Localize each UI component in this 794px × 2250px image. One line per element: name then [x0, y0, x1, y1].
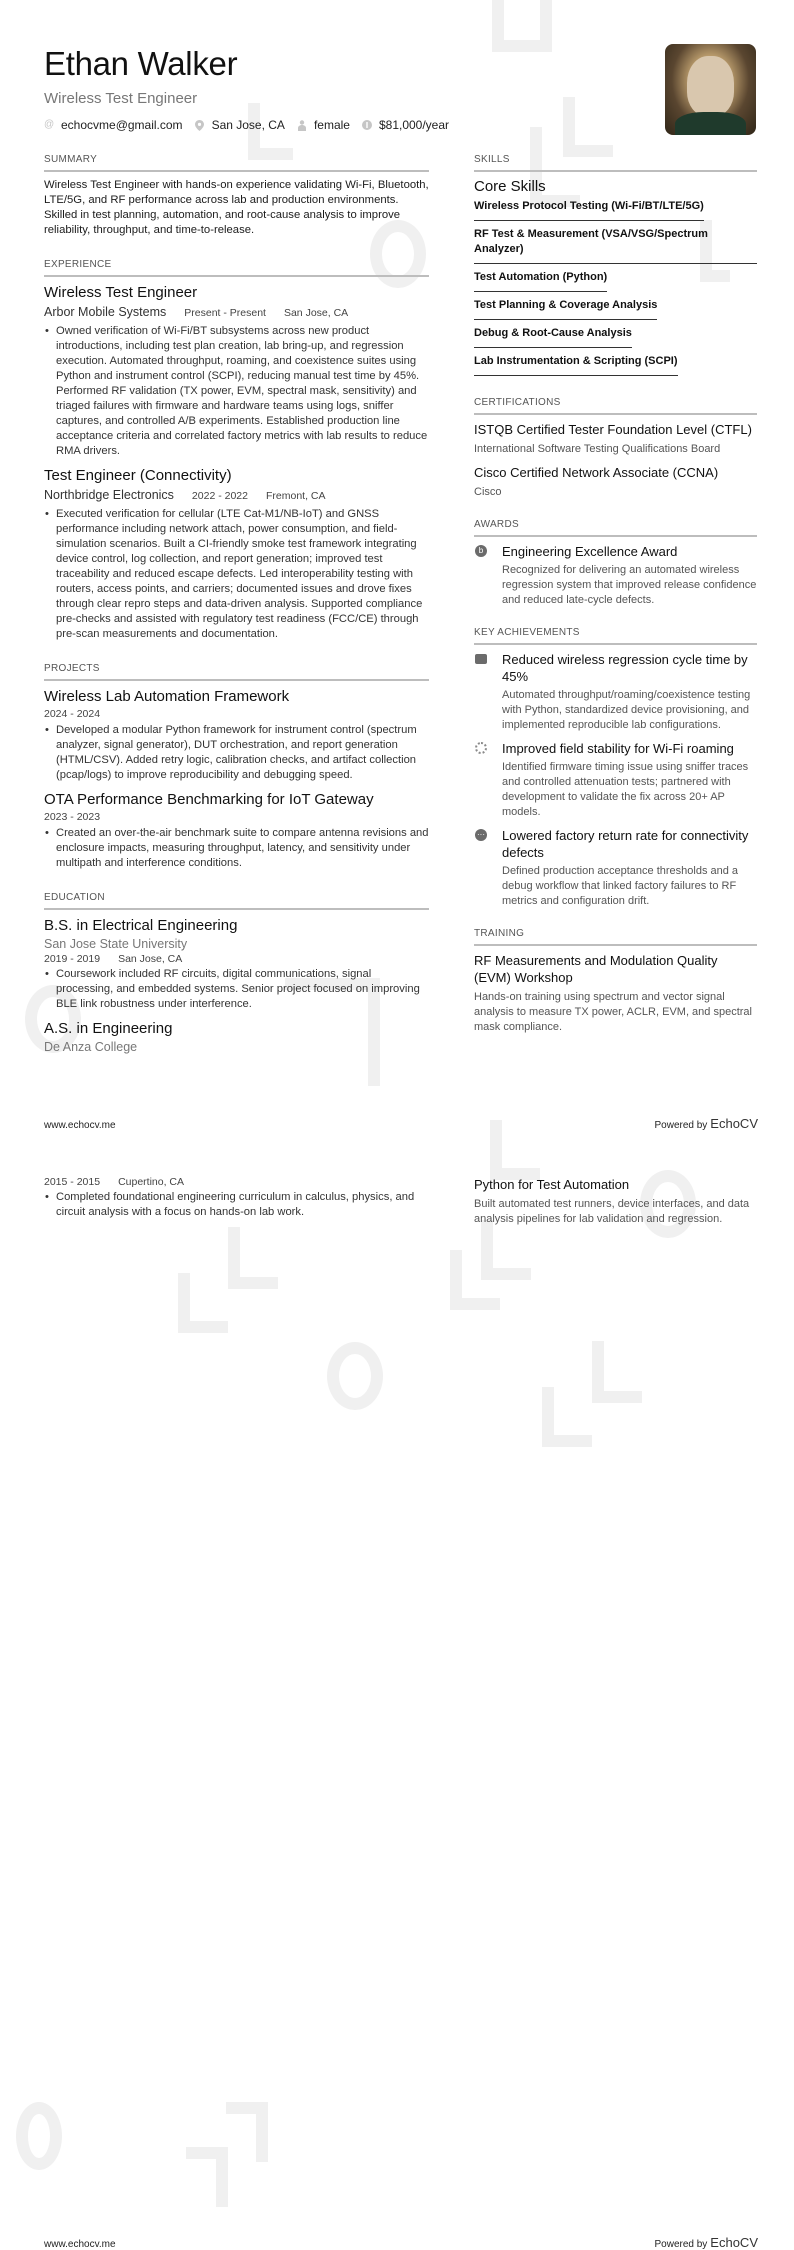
company-name: Arbor Mobile Systems — [44, 305, 167, 319]
job-bullet: • Owned verification of Wi-Fi/BT subsystems across new product introductions, including test plan creation, lab bring-up, and regression execution. Automated throughput, roaming, and coexistence suites using Python and instrument control (SCPI), reducing manual test time by 45%. Performed RF validation (TX power, EVM, spectral mask, sensitivity) and triaged failures with firmware and hardware teams using logs, sniffer captures, and controlled A/B experiments. Established production line acceptance criteria and correlated factory metrics with lab results to reduce RMA drivers. — [44, 324, 429, 459]
education-location: Cupertino, CA — [118, 1176, 185, 1188]
education-bullet: • Completed foundational engineering curriculum in calculus, physics, and circuit analysis with a focus on hands-on lab work. — [44, 1190, 429, 1220]
salary-text: $81,000/year — [378, 118, 450, 132]
bg-decoration — [186, 2147, 228, 2207]
right-column-continued — [474, 1176, 757, 1227]
section-title-education: EDUCATION — [44, 892, 429, 910]
salary-icon — [362, 120, 372, 130]
powered-by-label: Powered by — [654, 2239, 708, 2250]
achievement-description: Identified firmware timing issue using sniffer traces and controlled attenuation tests; partnered with development to validate the fix across 20+ AP models. — [502, 761, 749, 818]
certification-item — [474, 421, 757, 457]
achievement-description: Automated throughput/roaming/coexistence testing with Python, standardized device provisioning, and implemented reproducible lab configurations. — [502, 689, 751, 731]
certification-issuer: Cisco — [474, 486, 502, 498]
gender-text: female — [313, 118, 350, 132]
more-icon: ··· — [477, 830, 485, 839]
certification-issuer: International Software Testing Qualifications Board — [474, 443, 721, 455]
powered-by — [654, 2235, 758, 2250]
bg-decoration — [16, 2102, 62, 2170]
award-description: Recognized for delivering an automated wireless regression system that improved release confidence and reduced late-cycle defects. — [502, 564, 757, 606]
bg-decoration — [228, 1227, 278, 1289]
education-item — [44, 916, 429, 1012]
company-name: Northbridge Electronics — [44, 488, 174, 502]
job-dates: Present - Present — [184, 307, 266, 319]
job-bullet: • Executed verification for cellular (LTE Cat-M1/NB-IoT) and GNSS performance including network attach, power consumption, and field-simulation scenarios. Built a CI-friendly smoke test framework integrating device control, log collection, and report generation; improved test traceability and reduced escape defects. Led interoperability testing with routers, access points, and carriers; documented issues and drove fixes through clear repro steps and data-driven analysis. Supported compliance pre-checks and assisted with regulatory test readiness (FCC/CE) through pre-scan measurements and documentation. — [44, 507, 429, 642]
degree-title: A.S. in Engineering — [44, 1020, 173, 1037]
job-meta — [44, 305, 429, 321]
skill-list — [474, 196, 757, 379]
job-title: Test Engineer (Connectivity) — [44, 467, 232, 484]
skill-item: Lab Instrumentation & Scripting (SCPI) — [474, 351, 678, 376]
project-meta — [44, 810, 429, 825]
left-column-continued — [44, 1175, 429, 1220]
project-bullets — [44, 826, 429, 871]
achievement-title: Lowered factory return rate for connectivity defects — [502, 828, 749, 860]
resume-header — [44, 44, 664, 132]
brand-name[interactable]: EchoCV — [710, 1116, 758, 1131]
education-meta — [44, 952, 429, 967]
summary-section — [44, 154, 429, 238]
certification-name: ISTQB Certified Tester Foundation Level (CTFL) — [474, 422, 752, 437]
job-title: Wireless Test Engineer — [44, 284, 198, 301]
education-section — [44, 892, 429, 1055]
award-title: Engineering Excellence Award — [502, 544, 678, 559]
contact-location — [195, 118, 285, 132]
profile-photo — [665, 44, 756, 135]
education-location: San Jose, CA — [118, 953, 183, 965]
email-text: echocvme@gmail.com — [61, 118, 183, 132]
contact-gender — [297, 118, 350, 132]
bg-decoration — [327, 1342, 383, 1410]
right-column — [474, 154, 757, 1035]
page-footer-2 — [44, 2235, 758, 2250]
project-dates: 2024 - 2024 — [44, 708, 101, 720]
project-bullet: • Developed a modular Python framework for instrument control (spectrum analyzer, signal generator), DUT orchestration, and report generation (HTML/CSV). Added retry logic, calibration checks, and artifact collection (pcap/logs) to improve reproducibility and debugging speed. — [44, 723, 429, 783]
certification-name: Cisco Certified Network Associate (CCNA) — [474, 465, 719, 480]
bg-decoration — [178, 1273, 228, 1333]
achievement-item — [474, 651, 757, 733]
project-title: OTA Performance Benchmarking for IoT Gateway — [44, 791, 374, 808]
contact-salary — [362, 118, 449, 132]
job-bullets — [44, 324, 429, 459]
candidate-role: Wireless Test Engineer — [44, 90, 198, 107]
contact-row — [44, 118, 664, 132]
brand-name[interactable]: EchoCV — [710, 2235, 758, 2250]
education-dates: 2019 - 2019 — [44, 953, 101, 965]
skill-item: Test Automation (Python) — [474, 267, 607, 292]
project-title: Wireless Lab Automation Framework — [44, 688, 290, 705]
job-location: San Jose, CA — [283, 307, 349, 319]
page-footer — [44, 1116, 758, 1131]
section-title-skills: SKILLS — [474, 154, 757, 172]
education-bullets — [44, 1190, 429, 1220]
section-title-projects: PROJECTS — [44, 663, 429, 681]
location-pin-icon — [195, 120, 205, 130]
website-link[interactable]: www.echocv.me — [44, 2239, 116, 2250]
section-title-training: TRAINING — [474, 928, 757, 946]
skills-section — [474, 154, 757, 379]
training-description: Built automated test runners, device interfaces, and data analysis pipelines for lab validation and regression. — [474, 1198, 750, 1225]
skill-item: Debug & Root-Cause Analysis — [474, 323, 632, 348]
school-name: De Anza College — [44, 1040, 138, 1054]
project-meta — [44, 707, 429, 722]
education-meta — [44, 1175, 429, 1190]
skill-group-title: Core Skills — [474, 178, 546, 195]
project-bullet: • Created an over-the-air benchmark suite to compare antenna revisions and enclosure impacts, measuring throughput, latency, and sensitivity under multipath and interference conditions. — [44, 826, 429, 871]
training-title: Python for Test Automation — [474, 1177, 630, 1192]
training-section — [474, 928, 757, 1035]
education-dates: 2015 - 2015 — [44, 1176, 101, 1188]
achievement-title: Reduced wireless regression cycle time by 45% — [502, 652, 748, 684]
bg-decoration — [450, 1250, 500, 1310]
job-bullets — [44, 507, 429, 642]
location-text: San Jose, CA — [211, 118, 285, 132]
experience-item — [44, 283, 429, 459]
education-item — [44, 1019, 429, 1055]
briefcase-icon — [475, 654, 487, 664]
awards-section — [474, 519, 757, 608]
achievement-item — [474, 827, 757, 909]
training-item — [474, 952, 757, 1035]
section-title-certifications: CERTIFICATIONS — [474, 397, 757, 415]
project-item — [44, 687, 429, 783]
section-title-experience: EXPERIENCE — [44, 259, 429, 277]
certification-item — [474, 464, 757, 500]
job-meta — [44, 488, 429, 504]
achievements-section — [474, 627, 757, 909]
project-item — [44, 790, 429, 871]
award-item — [474, 543, 757, 608]
powered-by — [654, 1116, 758, 1131]
achievement-item — [474, 740, 757, 820]
skill-item: Wireless Protocol Testing (Wi-Fi/BT/LTE/5G) — [474, 196, 704, 221]
bg-decoration — [226, 2102, 268, 2162]
project-bullets — [44, 723, 429, 783]
training-title: RF Measurements and Modulation Quality (EVM) Workshop — [474, 953, 718, 985]
section-title-summary: SUMMARY — [44, 154, 429, 172]
job-dates: 2022 - 2022 — [191, 490, 248, 502]
skill-item: Test Planning & Coverage Analysis — [474, 295, 657, 320]
degree-title: B.S. in Electrical Engineering — [44, 917, 238, 934]
projects-section — [44, 663, 429, 871]
website-link[interactable]: www.echocv.me — [44, 1120, 116, 1131]
education-bullets — [44, 967, 429, 1012]
at-icon: @ — [44, 119, 55, 130]
experience-section — [44, 259, 429, 642]
candidate-name: Ethan Walker — [44, 45, 238, 82]
certifications-section — [474, 397, 757, 500]
achievement-title: Improved field stability for Wi-Fi roaming — [502, 741, 734, 756]
bg-decoration — [592, 1341, 642, 1403]
skill-item: RF Test & Measurement (VSA/VSG/Spectrum Analyzer) — [474, 224, 757, 264]
training-description: Hands-on training using spectrum and vector signal analysis to measure TX power, ACLR, EVM, and spectral mask compliance. — [474, 991, 752, 1033]
left-column — [44, 154, 429, 1055]
training-item — [474, 1176, 757, 1227]
section-title-achievements: KEY ACHIEVEMENTS — [474, 627, 757, 645]
job-location: Fremont, CA — [265, 490, 326, 502]
contact-email[interactable] — [44, 118, 183, 132]
achievement-description: Defined production acceptance thresholds and a debug workflow that linked factory failures to RF metrics and configuration drift. — [502, 865, 739, 907]
person-icon — [297, 120, 307, 130]
school-name: San Jose State University — [44, 937, 188, 951]
powered-by-label: Powered by — [654, 1120, 708, 1131]
education-bullet: • Coursework included RF circuits, digital communications, signal processing, and embedded systems. Senior project focused on improving BLE link robustness under interference. — [44, 967, 429, 1012]
bg-decoration — [542, 1387, 592, 1447]
award-icon: b — [475, 545, 487, 557]
project-dates: 2023 - 2023 — [44, 811, 101, 823]
experience-item — [44, 466, 429, 642]
section-title-awards: AWARDS — [474, 519, 757, 537]
gear-icon — [475, 742, 487, 754]
summary-text: Wireless Test Engineer with hands-on experience validating Wi-Fi, Bluetooth, LTE/5G, and RF performance across lab and production environments. Skilled in test planning, automation, and root-cause analysis to improve reliability, throughput, and time-to-release. — [44, 179, 429, 236]
